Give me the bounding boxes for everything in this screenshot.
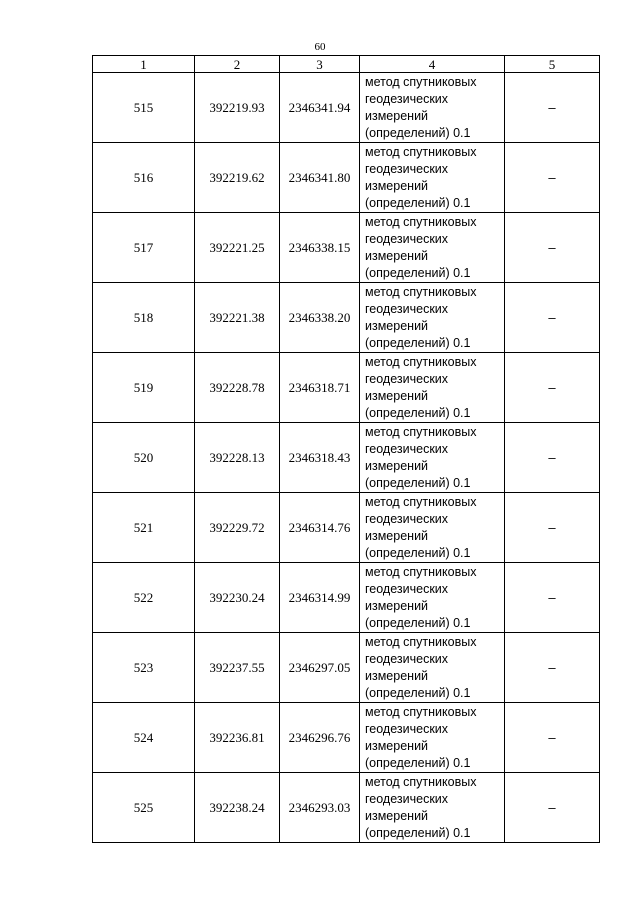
y-coordinate-cell: 2346297.05 [280,633,360,703]
x-coordinate-cell: 392230.24 [195,563,280,633]
column-header-4: 4 [360,56,505,73]
x-coordinate-cell: 392238.24 [195,773,280,843]
y-coordinate-cell: 2346318.43 [280,423,360,493]
method-cell: метод спутниковых геодезических измерений (определений) 0.1 [360,423,505,493]
column-header-1: 1 [93,56,195,73]
column-header-5: 5 [505,56,600,73]
note-cell: – [505,493,600,563]
y-coordinate-cell: 2346318.71 [280,353,360,423]
page-number: 60 [314,41,326,53]
note-cell: – [505,353,600,423]
table-row [93,73,600,143]
note-cell: – [505,143,600,213]
note-cell: – [505,283,600,353]
table-body [93,73,600,843]
method-cell: метод спутниковых геодезических измерений (определений) 0.1 [360,773,505,843]
table-row [93,143,600,213]
point-number-cell: 519 [93,353,195,423]
note-cell: – [505,73,600,143]
method-cell: метод спутниковых геодезических измерений (определений) 0.1 [360,493,505,563]
x-coordinate-cell: 392236.81 [195,703,280,773]
method-cell: метод спутниковых геодезических измерений (определений) 0.1 [360,283,505,353]
x-coordinate-cell: 392219.62 [195,143,280,213]
note-cell: – [505,213,600,283]
table-row [93,633,600,703]
method-cell: метод спутниковых геодезических измерений (определений) 0.1 [360,703,505,773]
point-number-cell: 517 [93,213,195,283]
note-cell: – [505,423,600,493]
x-coordinate-cell: 392221.25 [195,213,280,283]
table-row [93,353,600,423]
table-row [93,493,600,563]
point-number-cell: 523 [93,633,195,703]
point-number-cell: 521 [93,493,195,563]
point-number-cell: 516 [93,143,195,213]
table-row [93,773,600,843]
x-coordinate-cell: 392221.38 [195,283,280,353]
method-cell: метод спутниковых геодезических измерений (определений) 0.1 [360,353,505,423]
method-cell: метод спутниковых геодезических измерений (определений) 0.1 [360,213,505,283]
x-coordinate-cell: 392229.72 [195,493,280,563]
y-coordinate-cell: 2346296.76 [280,703,360,773]
method-cell: метод спутниковых геодезических измерений (определений) 0.1 [360,563,505,633]
table-header-row [93,56,600,73]
method-cell: метод спутниковых геодезических измерений (определений) 0.1 [360,633,505,703]
x-coordinate-cell: 392228.13 [195,423,280,493]
column-header-2: 2 [195,56,280,73]
table-row [93,423,600,493]
y-coordinate-cell: 2346293.03 [280,773,360,843]
point-number-cell: 522 [93,563,195,633]
note-cell: – [505,773,600,843]
method-cell: метод спутниковых геодезических измерений (определений) 0.1 [360,73,505,143]
table-row [93,213,600,283]
y-coordinate-cell: 2346341.80 [280,143,360,213]
point-number-cell: 520 [93,423,195,493]
table-row [93,563,600,633]
x-coordinate-cell: 392219.93 [195,73,280,143]
point-number-cell: 518 [93,283,195,353]
table-row [93,283,600,353]
y-coordinate-cell: 2346338.15 [280,213,360,283]
point-number-cell: 515 [93,73,195,143]
y-coordinate-cell: 2346341.94 [280,73,360,143]
y-coordinate-cell: 2346314.99 [280,563,360,633]
x-coordinate-cell: 392237.55 [195,633,280,703]
note-cell: – [505,563,600,633]
x-coordinate-cell: 392228.78 [195,353,280,423]
table-row [93,703,600,773]
coordinates-table [92,55,600,843]
y-coordinate-cell: 2346338.20 [280,283,360,353]
point-number-cell: 525 [93,773,195,843]
note-cell: – [505,633,600,703]
method-cell: метод спутниковых геодезических измерений (определений) 0.1 [360,143,505,213]
point-number-cell: 524 [93,703,195,773]
note-cell: – [505,703,600,773]
y-coordinate-cell: 2346314.76 [280,493,360,563]
column-header-3: 3 [280,56,360,73]
